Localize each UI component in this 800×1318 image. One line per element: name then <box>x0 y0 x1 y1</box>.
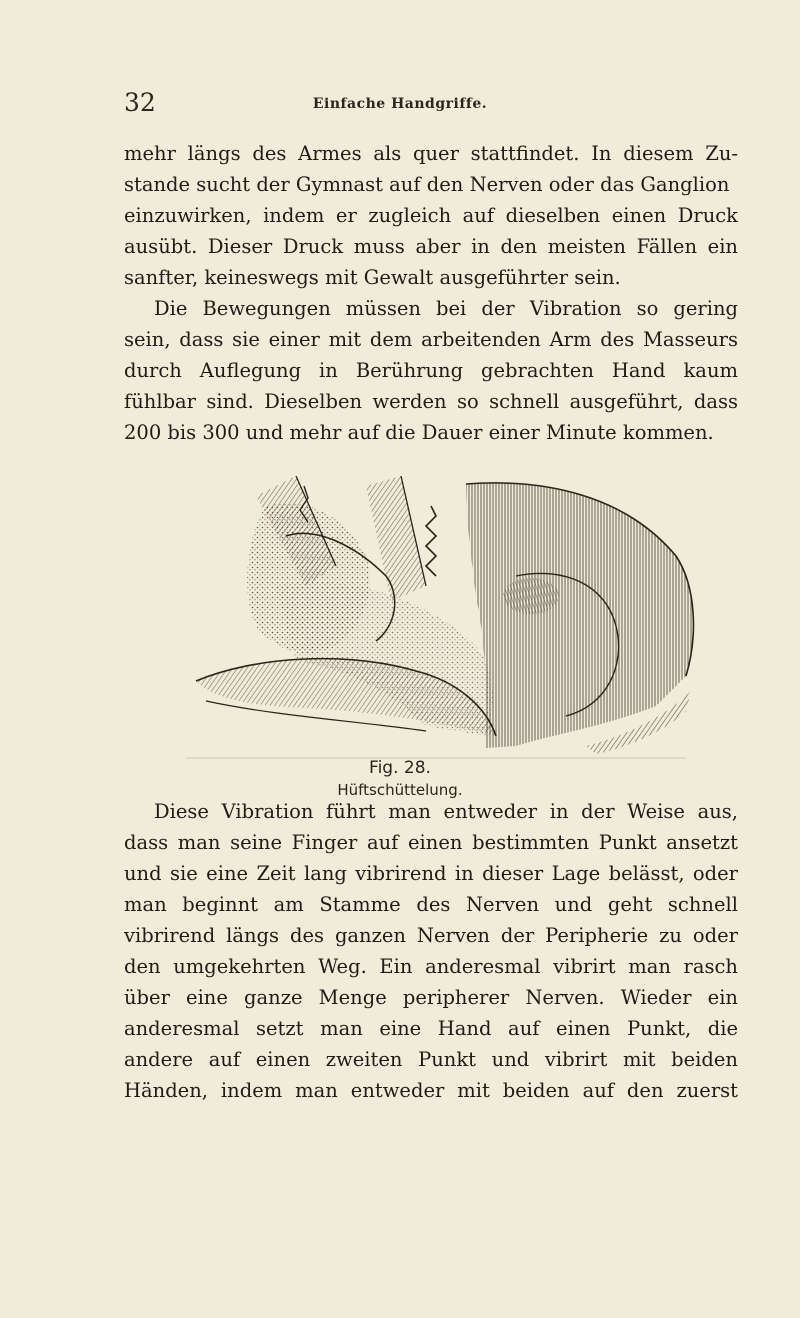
text-line: dass man seine Finger auf einen bestimmten Punkt ansetzt <box>124 831 738 854</box>
hip-shaking-engraving <box>186 476 696 761</box>
page-number: 32 <box>124 88 156 117</box>
text-line: mehr längs des Armes als quer stattfindet. In diesem Zu- <box>124 142 738 165</box>
text-line: anderesmal setzt man eine Hand auf einen Punkt, die <box>124 1017 738 1040</box>
figure-illustration <box>186 476 696 761</box>
paragraph-2 <box>124 796 738 1106</box>
figure-caption: Hüftschüttelung. <box>337 781 463 799</box>
text-line: 200 bis 300 und mehr auf die Dauer einer Minute kommen. <box>124 421 714 444</box>
paragraph-1 <box>124 138 738 448</box>
text-line: fühlbar sind. Dieselben werden so schnell ausgeführt, dass <box>124 390 738 413</box>
page-header <box>0 88 800 120</box>
text-line: und sie eine Zeit lang vibrirend in dieser Lage belässt, oder <box>124 862 738 885</box>
text-line: andere auf einen zweiten Punkt und vibrirt mit beiden <box>124 1048 738 1071</box>
text-line: den umgekehrten Weg. Ein anderesmal vibrirt man rasch <box>124 955 738 978</box>
text-line: vibrirend längs des ganzen Nerven der Peripherie zu oder <box>124 924 738 947</box>
text-line: sanfter, keineswegs mit Gewalt ausgeführter sein. <box>124 266 621 289</box>
text-line: sein, dass sie einer mit dem arbeitenden Arm des Masseurs <box>124 328 738 351</box>
figure-label: Fig. 28. <box>369 758 431 778</box>
text-line: ausübt. Dieser Druck muss aber in den meisten Fällen ein <box>124 235 738 258</box>
text-line: Diese Vibration führt man entweder in der Weise aus, <box>154 800 738 823</box>
running-head: Einfache Handgriffe. <box>312 96 488 112</box>
text-line: über eine ganze Menge peripherer Nerven. Wieder ein <box>124 986 738 1009</box>
text-line: stande sucht der Gymnast auf den Nerven oder das Ganglion <box>124 173 730 196</box>
text-line: einzuwirken, indem er zugleich auf dieselben einen Druck <box>124 204 738 227</box>
text-line: Die Bewegungen müssen bei der Vibration so gering <box>154 297 738 320</box>
text-line: durch Auflegung in Berührung gebrachten Hand kaum <box>124 359 738 382</box>
text-line: man beginnt am Stamme des Nerven und geht schnell <box>124 893 738 916</box>
text-line: Händen, indem man entweder mit beiden auf den zuerst <box>124 1079 738 1102</box>
